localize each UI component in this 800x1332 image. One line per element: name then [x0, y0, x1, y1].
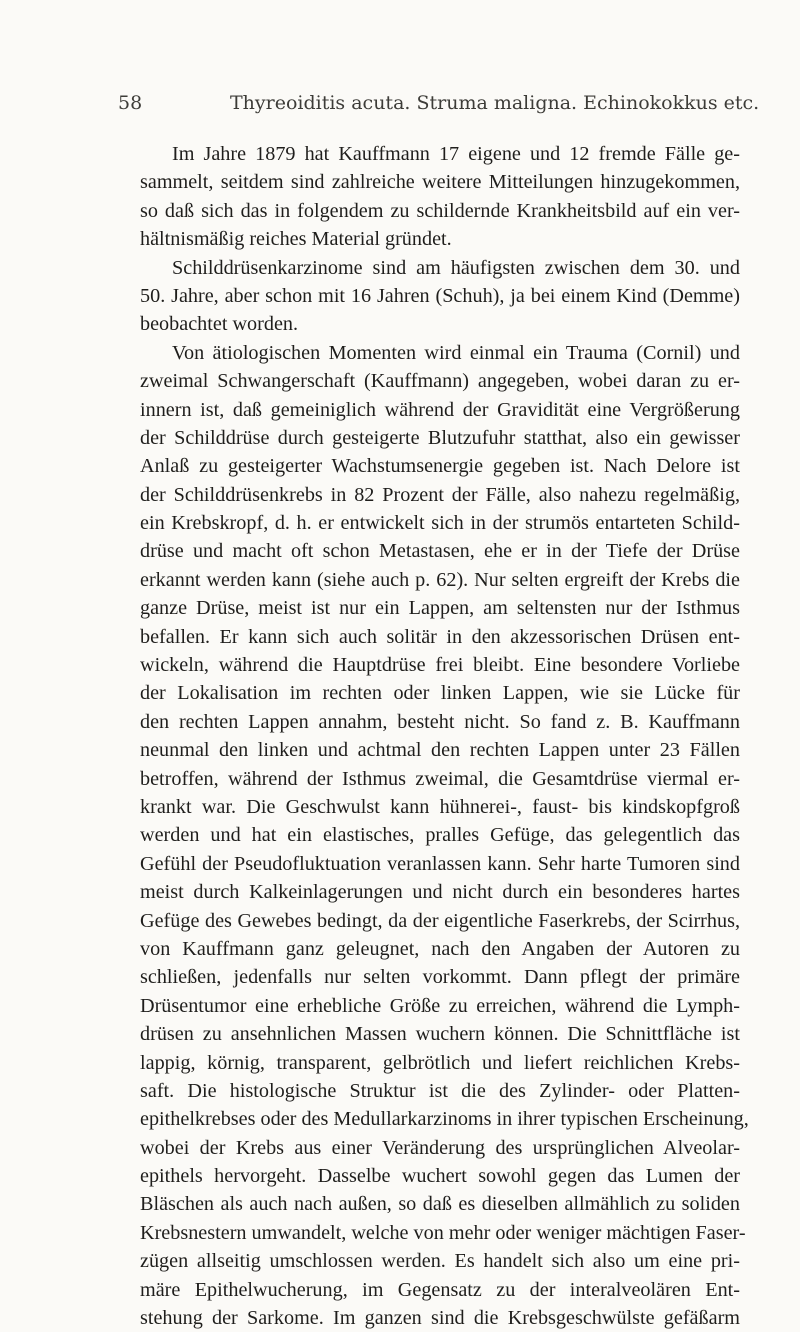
text-line: sammelt, seitdem sind zahlreiche weitere Mitteilungen hinzugekommen,	[140, 171, 740, 194]
text-line: wobei der Krebs aus einer Veränderung des ursprünglichen Alveolar-	[140, 1136, 740, 1159]
text-line: werden und hat ein elastisches, pralles Gefüge, das gelegentlich das	[140, 824, 740, 847]
text-line: stehung der Sarkome. Im ganzen sind die Krebsgeschwülste gefäßarm	[140, 1307, 740, 1330]
text-line: epithels hervorgeht. Dasselbe wuchert sowohl gegen das Lumen der	[140, 1165, 740, 1188]
text-line: hältnismäßig reiches Material gründet.	[140, 228, 452, 251]
text-line: der Schilddrüsenkrebs in 82 Prozent der Fälle, also nahezu regelmäßig,	[140, 483, 740, 506]
paragraph-3	[140, 339, 749, 1332]
text-line: Anlaß zu gesteigerter Wachstumsenergie gegeben ist. Nach Delore ist	[140, 455, 740, 478]
text-line: drüsen zu ansehnlichen Massen wuchern können. Die Schnittfläche ist	[140, 1023, 740, 1046]
text-line: meist durch Kalkeinlagerungen und nicht durch ein besonderes hartes	[140, 881, 740, 904]
text-line: 50. Jahre, aber schon mit 16 Jahren (Schuh), ja bei einem Kind (Demme)	[140, 284, 740, 307]
text-line: beobachtet worden.	[140, 313, 299, 336]
text-line: der Schilddrüse durch gesteigerte Blutzufuhr statthat, also ein gewisser	[140, 426, 740, 449]
text-line: Krebsnestern umwandelt, welche von mehr oder weniger mächtigen Faser-	[140, 1221, 746, 1244]
text-line: epithelkrebses oder des Medullarkarzinoms in ihrer typischen Erscheinung,	[140, 1108, 749, 1131]
text-line: Gefüge des Gewebes bedingt, da der eigentliche Faserkrebs, der Scirrhus,	[140, 909, 740, 932]
page-number: 58	[118, 92, 143, 114]
text-line: schließen, jedenfalls nur selten vorkommt. Dann pflegt der primäre	[140, 966, 740, 989]
text-line: wickeln, während die Hauptdrüse frei bleibt. Eine besondere Vorliebe	[140, 654, 740, 677]
text-line: saft. Die histologische Struktur ist die des Zylinder- oder Platten-	[140, 1079, 740, 1102]
body-text	[140, 140, 749, 1332]
text-line: drüse und macht oft schon Metastasen, ehe er in der Tiefe der Drüse	[140, 540, 740, 563]
text-line: innern ist, daß gemeiniglich während der Gravidität eine Vergrößerung	[140, 398, 740, 421]
text-line: so daß sich das in folgendem zu schildernde Krankheitsbild auf ein ver-	[140, 199, 740, 222]
text-line: befallen. Er kann sich auch solitär in den akzessorischen Drüsen ent-	[140, 625, 740, 648]
text-line: Schilddrüsenkarzinome sind am häufigsten zwischen dem 30. und	[172, 256, 740, 279]
text-line: neunmal den linken und achtmal den rechten Lappen unter 23 Fällen	[140, 739, 740, 762]
text-line: erkannt werden kann (siehe auch p. 62). Nur selten ergreift der Krebs die	[140, 568, 740, 591]
text-line: Drüsentumor eine erhebliche Größe zu erreichen, während die Lymph-	[140, 994, 740, 1017]
text-line: Im Jahre 1879 hat Kauffmann 17 eigene und 12 fremde Fälle ge-	[172, 143, 740, 165]
text-line: von Kauffmann ganz geleugnet, nach den Angaben der Autoren zu	[140, 937, 740, 960]
page-header	[118, 92, 760, 122]
text-line: zweimal Schwangerschaft (Kauffmann) angegeben, wobei daran zu er-	[140, 370, 740, 393]
text-line: betroffen, während der Isthmus zweimal, die Gesamtdrüse viermal er-	[140, 767, 740, 790]
text-line: ein Krebskropf, d. h. er entwickelt sich in der strumös entarteten Schild-	[140, 512, 740, 535]
paragraph-2	[140, 254, 740, 339]
text-line: krankt war. Die Geschwulst kann hühnerei-, faust- bis kindskopfgroß	[140, 795, 740, 818]
text-line: den rechten Lappen annahm, besteht nicht. So fand z. B. Kauffmann	[140, 710, 740, 733]
running-title: Thyreoiditis acuta. Struma maligna. Echinokokkus etc.	[230, 92, 760, 114]
text-line: Gefühl der Pseudofluktuation veranlassen kann. Sehr harte Tumoren sind	[140, 852, 740, 875]
text-line: lappig, körnig, transparent, gelbrötlich und liefert reichlichen Krebs-	[140, 1051, 740, 1074]
text-line: Von ätiologischen Momenten wird einmal ein Trauma (Cornil) und	[172, 341, 740, 364]
text-line: ganze Drüse, meist ist nur ein Lappen, am seltensten nur der Isthmus	[140, 597, 740, 620]
text-line: der Lokalisation im rechten oder linken Lappen, wie sie Lücke für	[140, 682, 740, 705]
text-line: Bläschen als auch nach außen, so daß es dieselben allmählich zu soliden	[140, 1193, 740, 1216]
text-line: märe Epithelwucherung, im Gegensatz zu der interalveolären Ent-	[140, 1278, 740, 1301]
paragraph-1	[140, 140, 740, 254]
text-line: zügen allseitig umschlossen werden. Es handelt sich also um eine pri-	[140, 1250, 740, 1273]
